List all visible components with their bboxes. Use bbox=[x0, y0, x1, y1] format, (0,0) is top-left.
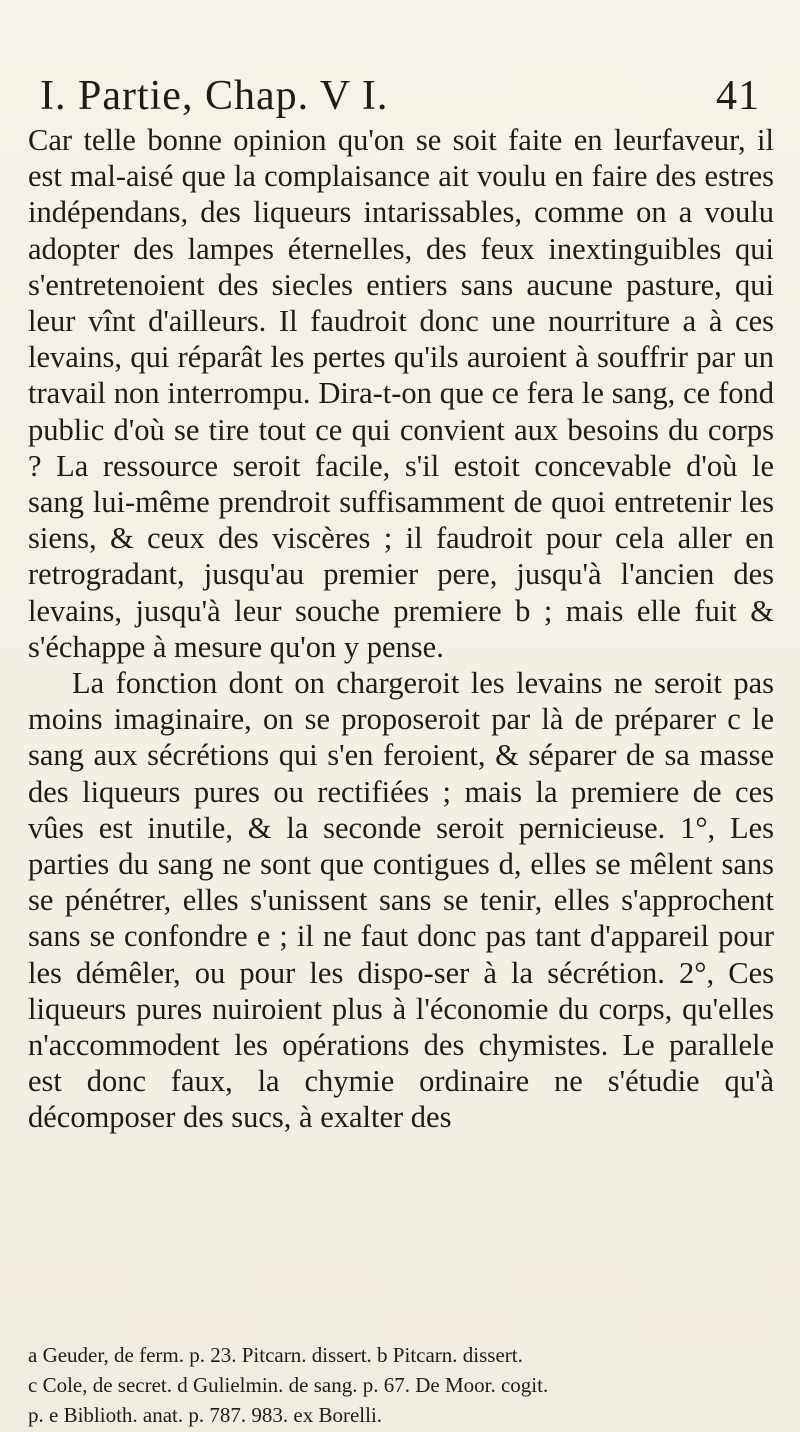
footnote-line-2: c Cole, de secret. d Gulielmin. de sang. p. 67. De Moor. cogit. bbox=[28, 1373, 549, 1397]
paragraph-1: Car telle bonne opinion qu'on se soit faite en leurfaveur, il est mal-aisé que la complaisance ait voulu en faire des estres indépendans, des liqueurs intarissables, comme on a voulu adopter des lampes éternelles, des feux inextinguibles qui s'entretenoient des siecles entiers sans aucune pasture, qui leur vînt d'ailleurs. Il faudroit donc une nourriture a à ces levains, qui réparât les pertes qu'ils auroient à souffrir par un travail non interrompu. Dira-t-on que ce fera le sang, ce fond public d'où se tire tout ce qui convient aux besoins du corps ? La ressource seroit facile, s'il estoit concevable d'où le sang lui-même prendroit suffisamment de quoi entretenir les siens, & ceux des viscères ; il faudroit pour cela aller en retrogradant, jusqu'au premier pere, jusqu'à l'ancien des levains, jusqu'à leur souche premiere b ; mais elle fuit & s'échappe à mesure qu'on y pense. bbox=[28, 123, 774, 664]
running-head bbox=[40, 70, 760, 122]
main-text bbox=[28, 122, 774, 1136]
footnote-line-3: p. e Biblioth. anat. p. 787. 983. ex Borelli. bbox=[28, 1403, 383, 1427]
footnotes bbox=[28, 1340, 774, 1430]
paragraph-2: La fonction dont on chargeroit les levains ne seroit pas moins imaginaire, on se proposeroit par là de préparer c le sang aux sécrétions qui s'en feroient, & séparer de sa masse des liqueurs pures ou rectifiées ; mais la premiere de ces vûes est inutile, & la seconde seroit pernicieuse. 1°, Les parties du sang ne sont que contigues d, elles se mêlent sans se pénétrer, elles s'unissent sans se tenir, elles s'approchent sans se confondre e ; il ne faut donc pas tant d'appareil pour les démêler, ou pour les dispo-ser à la sécrétion. 2°, Ces liqueurs pures nuiroient plus à l'économie du corps, qu'elles n'accommodent les opérations des chymistes. Le parallele est donc faux, la chymie ordinaire ne s'étudie qu'à décomposer des sucs, à exalter des bbox=[28, 666, 774, 1135]
page-number: 41 bbox=[716, 73, 760, 119]
running-head-title: I. Partie, Chap. V I. bbox=[40, 73, 389, 119]
footnote-line-1: a Geuder, de ferm. p. 23. Pitcarn. dissert. b Pitcarn. dissert. bbox=[28, 1343, 523, 1367]
